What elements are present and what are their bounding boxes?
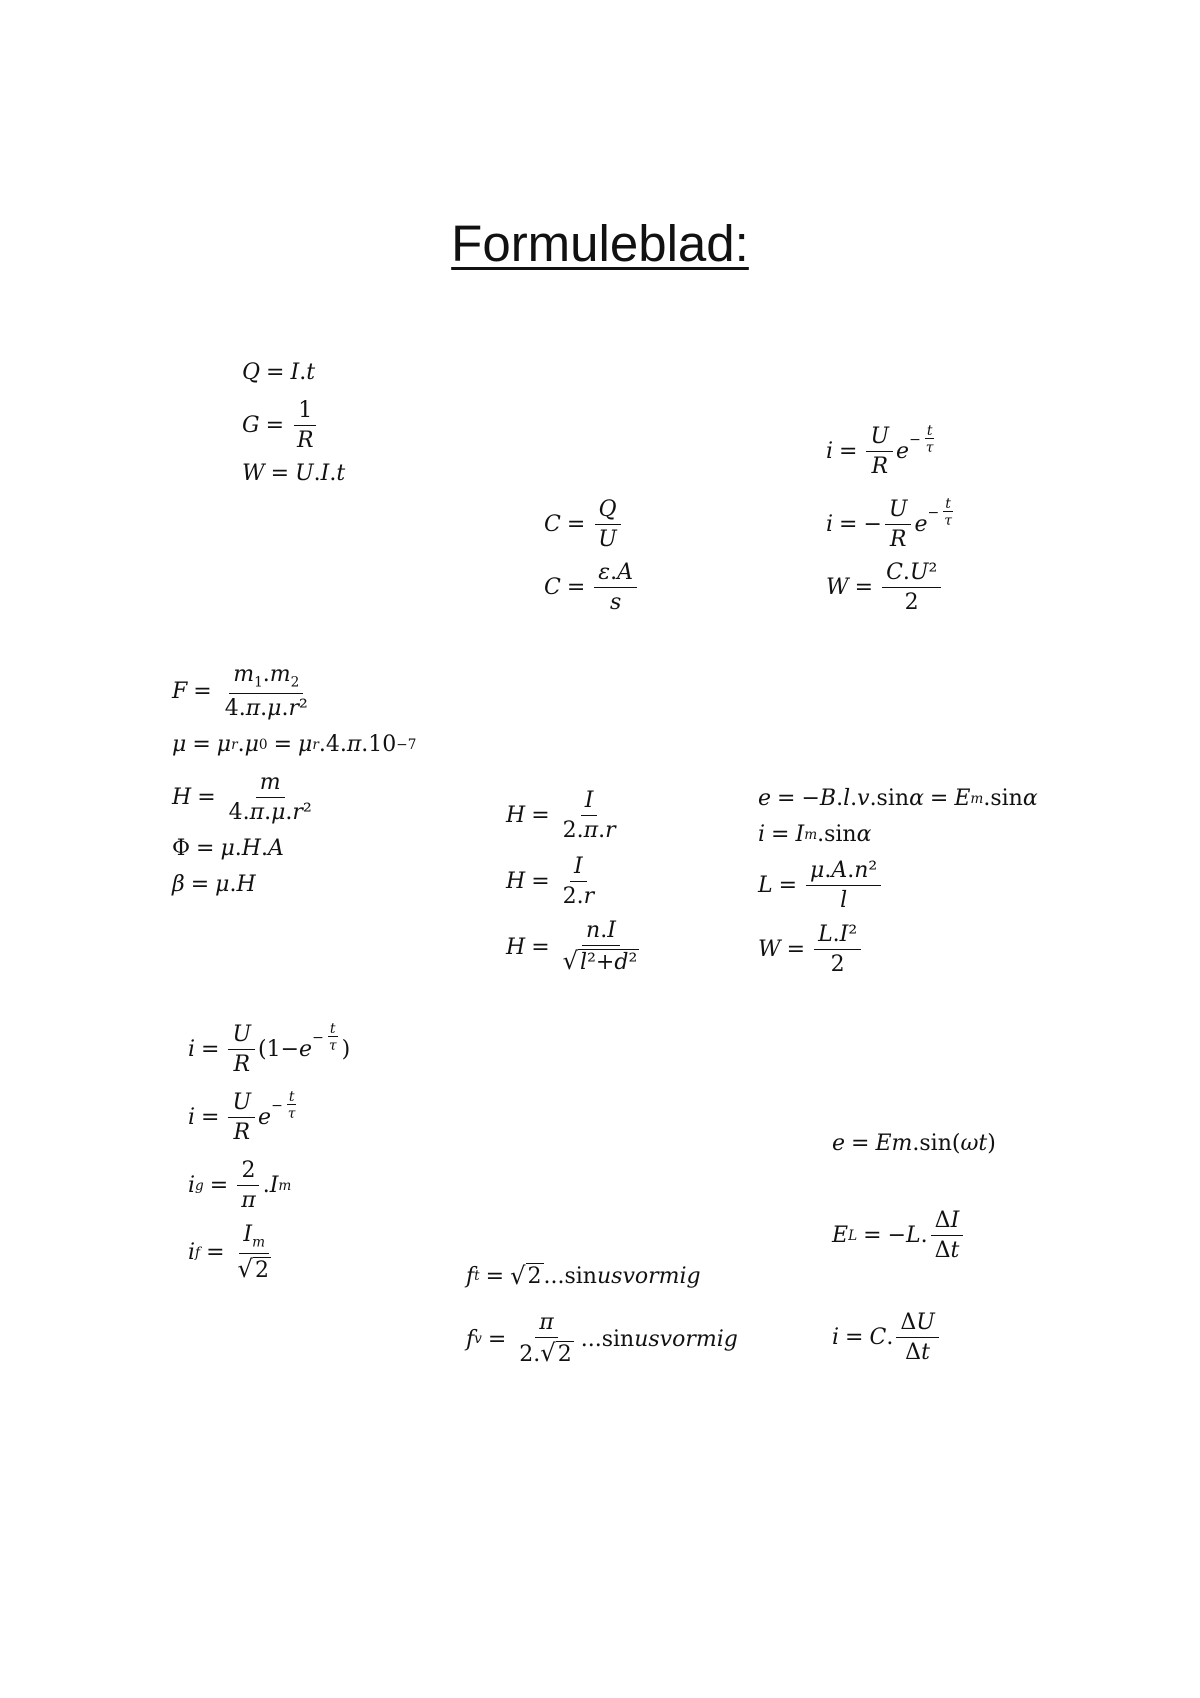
- formula-field-loop: H = $\frac{I}{2.r}$: [506, 854, 595, 910]
- formula-flux: Φ = μ . H . A: [172, 836, 284, 861]
- formula-field-coil: H = $\frac{n.I}{\text{√l²+d²}}$: [506, 918, 638, 976]
- formula-effective-current: i f = $\frac{I_m}{√2}$: [188, 1222, 269, 1284]
- formula-charge: Q = I . t: [242, 360, 316, 385]
- formula-induced-emf: e = − B . l . v .sin α = E m .sin α: [758, 786, 1038, 811]
- formula-capacitance-plate: C = $\frac{\varepsilon.A}{s}$: [544, 560, 640, 616]
- formula-average-current: i g = $\frac{2}{\pi}$ . I m: [188, 1158, 292, 1214]
- formula-magnetic-force: F = $\frac{m_1.m_2}{\text{4.π.μ.r²}}$: [172, 662, 308, 722]
- formula-charge-current-negative: i = − $\frac{U}{R}$ e − $\frac{t}{\tau}$: [826, 495, 952, 553]
- formula-capacitance: C = $\frac{Q}{U}$: [544, 497, 624, 553]
- formula-induced-current: i = I m .sin α: [758, 822, 872, 847]
- formula-top-factor: f t = √ 2 ...sin usvormig: [466, 1262, 701, 1290]
- formula-self-induction-emf: E L = − L . $\frac{\Delta I}{\Delta t}$: [832, 1208, 966, 1264]
- formula-energy: W = U . I . t: [242, 461, 346, 486]
- formula-inductance: L = $\frac{\text{μ.A.n²}}{l}$: [758, 858, 884, 914]
- formula-discharge-current: i = $\frac{U}{R}$ e − $\frac{t}{\tau}$: [826, 422, 934, 480]
- formula-inductor-energy: W = $\frac{\text{L.I²}}{2}$: [758, 922, 864, 978]
- formula-field-strength-pole: H = $\frac{m}{\text{4.π.μ.r²}}$: [172, 770, 312, 826]
- formula-field-wire: H = $\frac{I}{2.\pi.r}$: [506, 788, 616, 844]
- formula-inductor-current-rise: i = $\frac{U}{R}$ (1− e − $\frac{t}{\tau}$ ): [188, 1020, 351, 1078]
- formula-sinusoidal-emf: e = Em .sin( ωt ): [832, 1131, 996, 1156]
- page-title: Formuleblad:: [451, 215, 749, 272]
- formula-capacitor-energy: W = $\frac{\text{C.U²}}{2}$: [826, 560, 944, 616]
- formula-inductor-current-decay: i = $\frac{U}{R}$ e − $\frac{t}{\tau}$: [188, 1088, 296, 1146]
- formula-conductance: G = $\frac{1}{R}$: [242, 398, 321, 454]
- formula-capacitor-current: i = C . $\frac{\Delta U}{\Delta t}$: [832, 1310, 942, 1366]
- formula-flux-density: β = μ . H: [172, 872, 256, 897]
- formula-form-factor: f v = $\frac{\pi}{2.√2}$ ...sin usvormig: [466, 1310, 738, 1368]
- formula-permeability: μ = μ r . μ 0 = μ r .4. π .10 −7: [172, 732, 417, 757]
